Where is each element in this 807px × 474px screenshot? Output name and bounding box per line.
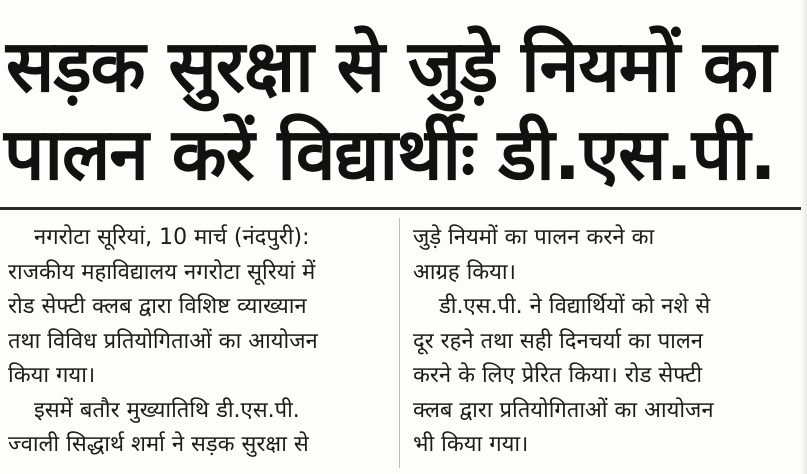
page-edge-shadow — [801, 0, 807, 474]
article-line: जुड़े नियमों का पालन करने का — [413, 225, 655, 250]
column-divider — [399, 218, 400, 468]
article-line: इसमें बतौर मुख्यातिथि डी.एस.पी. — [34, 397, 300, 423]
headline-line-1: सड़क सुरक्षा से जुड़े नियमों का — [6, 24, 776, 108]
article-line: किया गया। — [8, 363, 96, 388]
article-line: आग्रह किया। — [413, 259, 516, 285]
headline-rule — [0, 207, 807, 210]
headline-line-2: पालन करें विद्यार्थीः डी.एस.पी. — [4, 112, 776, 196]
article-line: तथा विविध प्रतियोगिताओं का आयोजन — [8, 328, 318, 354]
article-left-column — [8, 221, 388, 463]
article-right-column — [413, 221, 798, 463]
article-line: राजकीय महाविद्यालय नगरोटा सूरियां में — [8, 259, 316, 285]
dateline: नगरोटा सूरियां, 10 मार्च (नंदपुरी): — [34, 225, 310, 250]
article-line: करने के लिए प्रेरित किया। रोड सेफ्टी — [413, 363, 703, 388]
article-line: डी.एस.पी. ने विद्यार्थियों को नशे से — [439, 294, 711, 319]
article-line: ज्वाली सिद्धार्थ शर्मा ने सड़क सुरक्षा से — [8, 432, 309, 457]
article-line: रोड सेफ्टी क्लब द्वारा विशिष्ट व्याख्यान — [8, 294, 307, 319]
article-line: दूर रहने तथा सही दिनचर्या का पालन — [413, 328, 704, 354]
article-line: क्लब द्वारा प्रतियोगिताओं का आयोजन — [413, 397, 714, 423]
article-line: भी किया गया। — [413, 432, 529, 457]
